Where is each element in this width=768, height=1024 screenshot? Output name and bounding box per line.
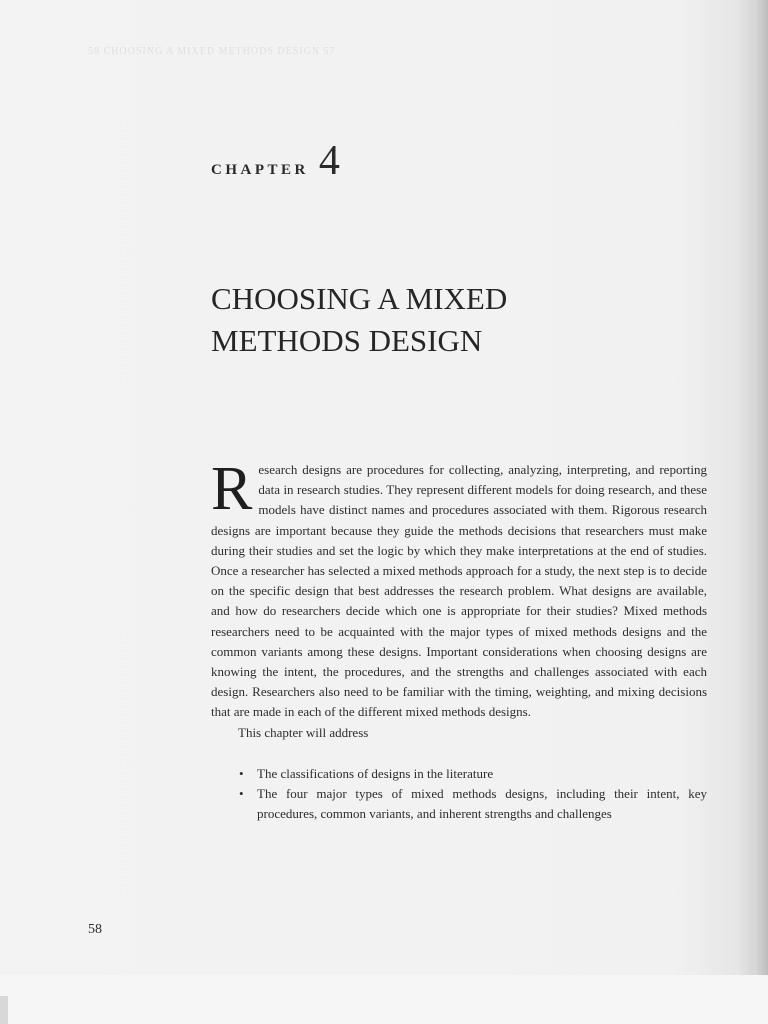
page-number: 58 xyxy=(88,922,102,937)
list-item xyxy=(211,764,707,784)
chapter-heading xyxy=(211,140,340,182)
chapter-title-line-1: CHOOSING A MIXED xyxy=(211,281,508,316)
page-bottom-margin xyxy=(0,975,768,1024)
intro-paragraph-text: esearch designs are procedures for collecting, analyzing, interpreting, and reporting data in research studies. They represent different models for doing research, and these models have distinct names and procedures associated with them. Rigorous research designs are important because they guide the methods decisions that researchers must make during their studies and set the logic by which they make interpretations at the end of studies. Once a researcher has selected a mixed methods approach for a study, the next step is to decide on the specific design that best addresses the research problem. What designs are available, and how do researchers decide which one is appropriate for their studies? Mixed methods researchers need to be acquainted with the major types of mixed methods designs and the common variants among these designs. Important considerations when choosing designs are knowing the intent, the procedures, and the strengths and challenges associated with each design. Researchers also need to be familiar with the timing, weighting, and mixing decisions that are made in each of the different mixed methods designs. xyxy=(211,462,707,720)
drop-cap: R xyxy=(211,455,253,523)
lead-in-paragraph: This chapter will address xyxy=(238,724,369,740)
chapter-word: CHAPTER xyxy=(211,162,309,178)
bleed-through-running-header: 58 CHOOSING A MIXED METHODS DESIGN 57 xyxy=(88,46,336,57)
bullet-icon: • xyxy=(239,765,244,781)
list-item xyxy=(211,784,707,824)
chapter-title xyxy=(211,278,691,362)
scan-artifact xyxy=(0,996,8,1024)
bullet-icon: • xyxy=(239,786,244,802)
chapter-number: 4 xyxy=(318,138,340,184)
chapter-title-line-2: METHODS DESIGN xyxy=(211,323,483,358)
topics-list xyxy=(211,764,707,825)
page-binding-edge xyxy=(754,0,768,975)
list-item-text: The classifications of designs in the literature xyxy=(257,765,494,781)
list-item-text: The four major types of mixed methods designs, including their intent, key procedures, common variants, and inherent strengths and challenges xyxy=(257,786,707,822)
chapter-body xyxy=(211,455,707,824)
intro-paragraph xyxy=(211,455,707,723)
